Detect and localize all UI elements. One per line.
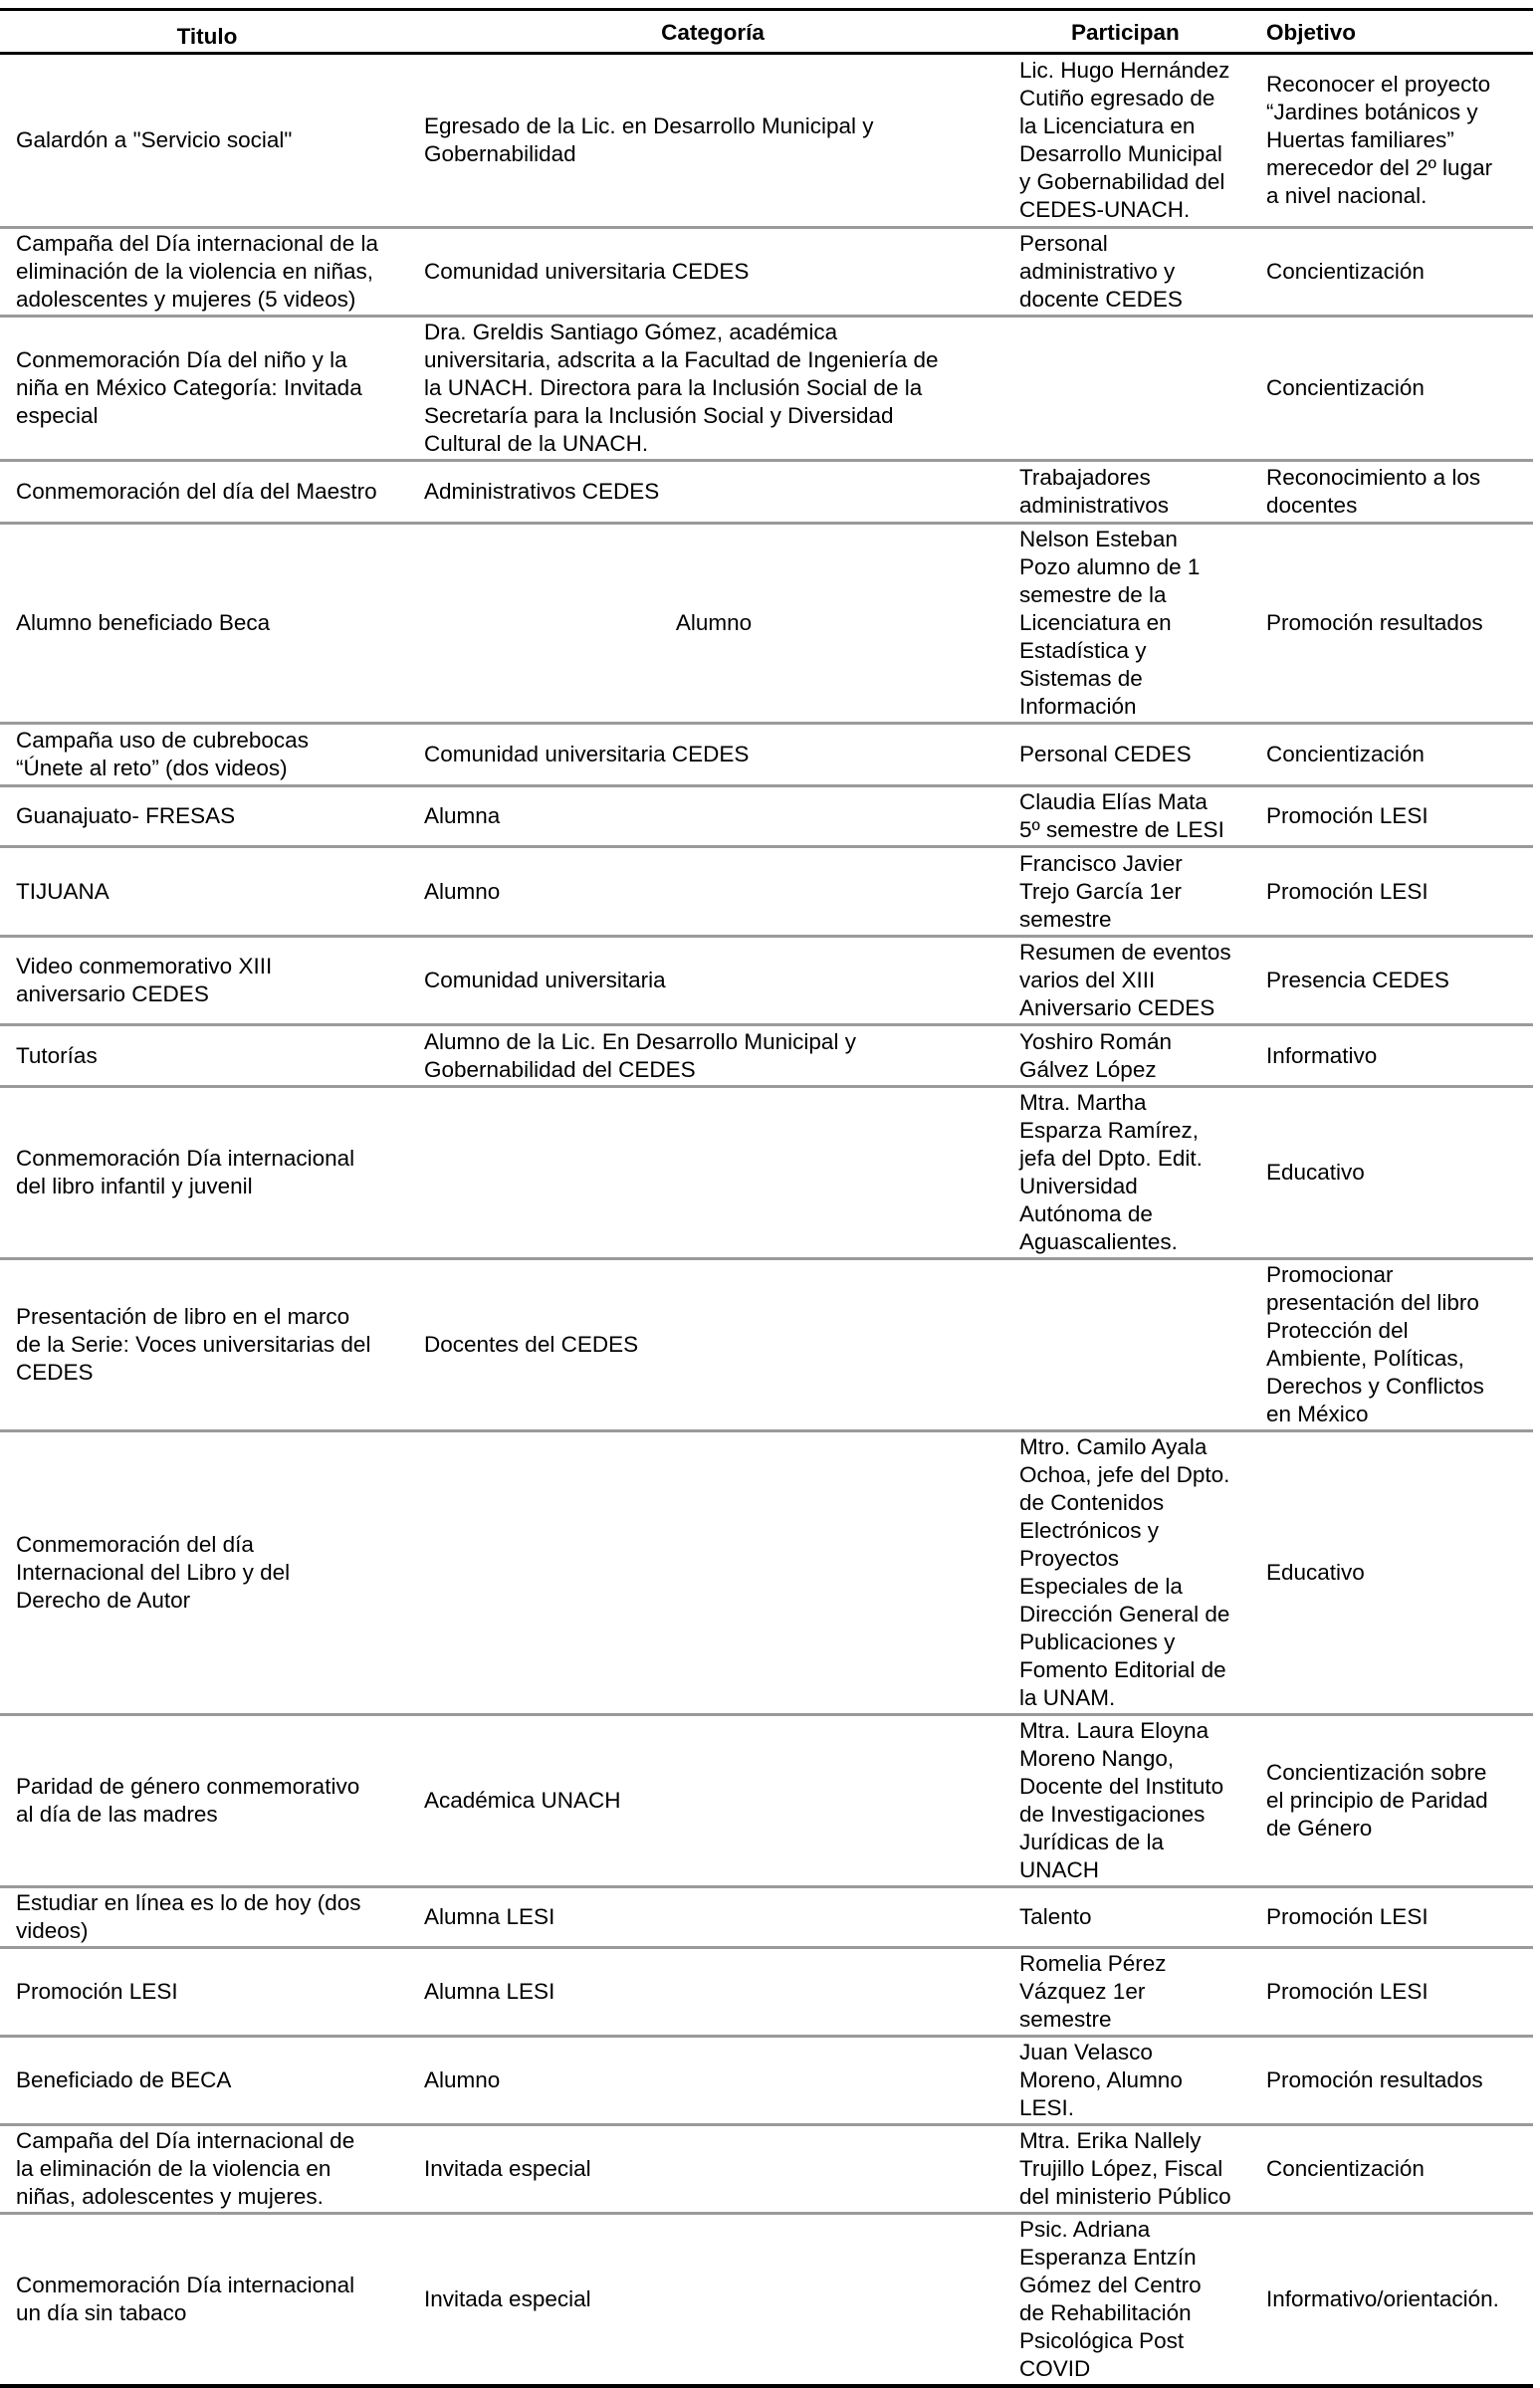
cell-participan: Romelia Pérez Vázquez 1er semestre [1011,1948,1256,2037]
table-row [0,1087,1533,1259]
cell-objetivo: Concientización [1256,724,1533,786]
cell-titulo: Beneficiado de BECA [0,2037,414,2125]
table-header [0,10,1533,54]
table-row [0,461,1533,524]
cell-categoria: Comunidad universitaria CEDES [414,724,1011,786]
cell-categoria: Alumna LESI [414,1948,1011,2037]
cell-titulo: Video conmemorativo XIII aniversario CEDES [0,937,414,1025]
table-row [0,937,1533,1025]
cell-objetivo: Presencia CEDES [1256,937,1533,1025]
cell-titulo: Promoción LESI [0,1948,414,2037]
table-row [0,1431,1533,1715]
cell-objetivo: Reconocimiento a los docentes [1256,461,1533,524]
cell-categoria: Alumno [414,524,1011,724]
cell-titulo: Tutorías [0,1025,414,1087]
cell-participan: Trabajadores administrativos [1011,461,1256,524]
cell-objetivo: Promoción resultados [1256,524,1533,724]
table-row [0,54,1533,228]
cell-participan: Francisco Javier Trejo García 1er semestre [1011,847,1256,937]
cell-participan: Personal CEDES [1011,724,1256,786]
cell-categoria: Alumna [414,786,1011,847]
cell-participan: Yoshiro Román Gálvez López [1011,1025,1256,1087]
cell-participan: Mtro. Camilo Ayala Ochoa, jefe del Dpto. de Contenidos Electrónicos y Proyectos Especiales de la Dirección General de Publicaciones y Fomento Editorial de la UNAM. [1011,1431,1256,1715]
cell-objetivo: Promoción resultados [1256,2037,1533,2125]
table-row [0,317,1533,461]
cell-titulo: Galardón a "Servicio social" [0,54,414,228]
cell-objetivo: Promocionar presentación del libro Protección del Ambiente, Políticas, Derechos y Conflictos en México [1256,1259,1533,1431]
cell-participan: Psic. Adriana Esperanza Entzín Gómez del Centro de Rehabilitación Psicológica Post COVID [1011,2214,1256,2387]
cell-categoria [414,1087,1011,1259]
cell-titulo: Campaña del Día internacional de la eliminación de la violencia en niñas, adolescentes y mujeres (5 videos) [0,228,414,317]
cell-categoria: Comunidad universitaria [414,937,1011,1025]
cell-participan [1011,1259,1256,1431]
cell-titulo: Guanajuato- FRESAS [0,786,414,847]
cell-objetivo: Promoción LESI [1256,1948,1533,2037]
cell-titulo: Campaña del Día internacional de la eliminación de la violencia en niñas, adolescentes y mujeres. [0,2125,414,2214]
header-row [0,10,1533,54]
cell-categoria [414,1431,1011,1715]
table-row [0,2037,1533,2125]
cell-objetivo: Informativo/orientación. [1256,2214,1533,2387]
activities-table [0,8,1533,2388]
cell-categoria: Alumno [414,2037,1011,2125]
cell-participan: Juan Velasco Moreno, Alumno LESI. [1011,2037,1256,2125]
cell-objetivo: Concientización [1256,317,1533,461]
cell-titulo: Conmemoración Día del niño y la niña en México Categoría: Invitada especial [0,317,414,461]
cell-objetivo: Promoción LESI [1256,1887,1533,1948]
table-row [0,1948,1533,2037]
cell-titulo: Paridad de género conmemorativo al día de las madres [0,1715,414,1887]
table-row [0,1259,1533,1431]
cell-categoria: Alumno de la Lic. En Desarrollo Municipal y Gobernabilidad del CEDES [414,1025,1011,1087]
table-row [0,2214,1533,2387]
table-row [0,1025,1533,1087]
table-row [0,786,1533,847]
cell-objetivo: Promoción LESI [1256,786,1533,847]
cell-objetivo: Promoción LESI [1256,847,1533,937]
table-row [0,847,1533,937]
cell-participan: Claudia Elías Mata 5º semestre de LESI [1011,786,1256,847]
cell-titulo: Estudiar en línea es lo de hoy (dos videos) [0,1887,414,1948]
table-row [0,228,1533,317]
table-row [0,724,1533,786]
header-titulo: Titulo [0,10,414,54]
cell-titulo: Conmemoración del día del Maestro [0,461,414,524]
cell-titulo: TIJUANA [0,847,414,937]
cell-categoria: Docentes del CEDES [414,1259,1011,1431]
table-row [0,1715,1533,1887]
cell-objetivo: Educativo [1256,1087,1533,1259]
cell-participan: Mtra. Laura Eloyna Moreno Nango, Docente del Instituto de Investigaciones Jurídicas de la UNACH [1011,1715,1256,1887]
cell-categoria: Dra. Greldis Santiago Gómez, académica universitaria, adscrita a la Facultad de Ingeniería de la UNACH. Directora para la Inclusión Social de la Secretaría para la Inclusión Social y Diversidad Cultural de la UNACH. [414,317,1011,461]
table-row [0,1887,1533,1948]
table-body [0,54,1533,2387]
cell-participan: Mtra. Erika Nallely Trujillo López, Fiscal del ministerio Público [1011,2125,1256,2214]
table-row [0,524,1533,724]
cell-categoria: Administrativos CEDES [414,461,1011,524]
cell-participan: Mtra. Martha Esparza Ramírez, jefa del Dpto. Edit. Universidad Autónoma de Aguascalientes. [1011,1087,1256,1259]
cell-objetivo: Concientización [1256,228,1533,317]
cell-participan: Personal administrativo y docente CEDES [1011,228,1256,317]
cell-objetivo: Educativo [1256,1431,1533,1715]
header-participan: Participan [1011,10,1256,54]
cell-categoria: Académica UNACH [414,1715,1011,1887]
cell-titulo: Campaña uso de cubrebocas “Únete al reto” (dos videos) [0,724,414,786]
cell-participan [1011,317,1256,461]
cell-objetivo: Concientización [1256,2125,1533,2214]
cell-participan: Resumen de eventos varios del XIII Aniversario CEDES [1011,937,1256,1025]
cell-objetivo: Concientización sobre el principio de Paridad de Género [1256,1715,1533,1887]
cell-categoria: Invitada especial [414,2214,1011,2387]
cell-titulo: Conmemoración del día Internacional del Libro y del Derecho de Autor [0,1431,414,1715]
cell-categoria: Alumno [414,847,1011,937]
cell-titulo: Conmemoración Día internacional un día sin tabaco [0,2214,414,2387]
cell-categoria: Invitada especial [414,2125,1011,2214]
cell-categoria: Comunidad universitaria CEDES [414,228,1011,317]
header-objetivo: Objetivo [1256,10,1533,54]
cell-objetivo: Reconocer el proyecto “Jardines botánicos y Huertas familiares” merecedor del 2º lugar a nivel nacional. [1256,54,1533,228]
header-categoria: Categoría [414,10,1011,54]
table-row [0,2125,1533,2214]
cell-participan: Nelson Esteban Pozo alumno de 1 semestre de la Licenciatura en Estadística y Sistemas de Información [1011,524,1256,724]
cell-categoria: Alumna LESI [414,1887,1011,1948]
cell-objetivo: Informativo [1256,1025,1533,1087]
cell-titulo: Alumno beneficiado Beca [0,524,414,724]
cell-participan: Lic. Hugo Hernández Cutiño egresado de la Licenciatura en Desarrollo Municipal y Gobernabilidad del CEDES-UNACH. [1011,54,1256,228]
cell-participan: Talento [1011,1887,1256,1948]
cell-titulo: Presentación de libro en el marco de la Serie: Voces universitarias del CEDES [0,1259,414,1431]
cell-categoria: Egresado de la Lic. en Desarrollo Municipal y Gobernabilidad [414,54,1011,228]
cell-titulo: Conmemoración Día internacional del libro infantil y juvenil [0,1087,414,1259]
